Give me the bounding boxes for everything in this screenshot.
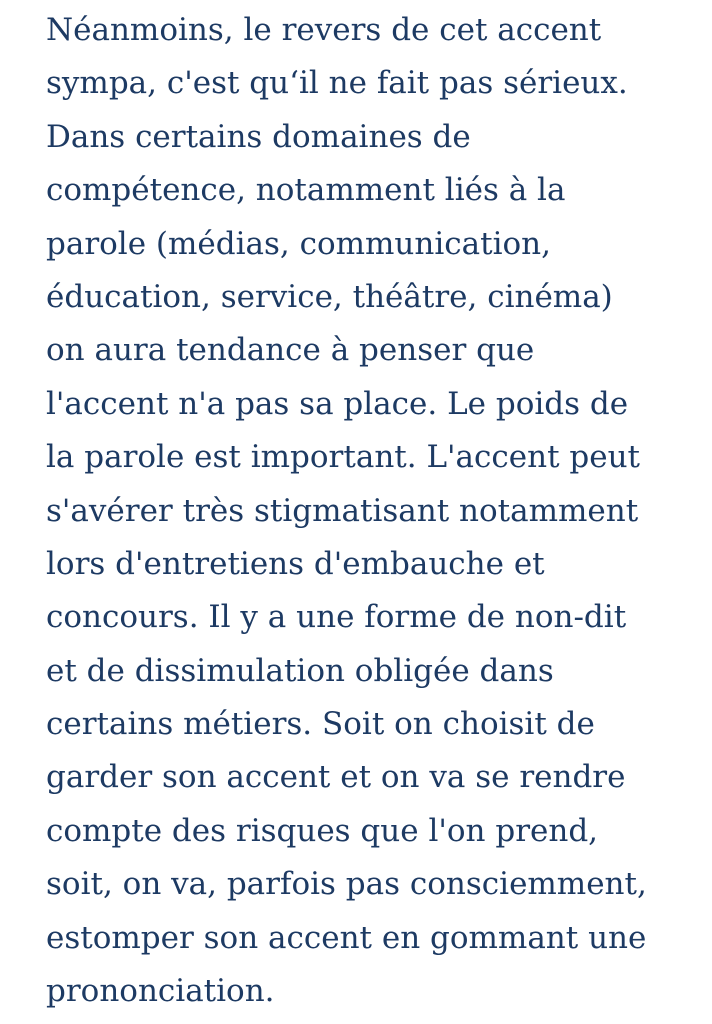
paragraph-line: sympa, c'est qu‘il ne fait pas sérieux. <box>46 65 628 102</box>
paragraph-line: concours. Il y a une forme de non-dit <box>46 599 627 636</box>
paragraph-line: éducation, service, théâtre, cinéma) <box>46 278 613 315</box>
paragraph-line: la parole est important. L'accent peut <box>46 439 640 476</box>
paragraph-line: certains métiers. Soit on choisit de <box>46 706 595 743</box>
paragraph-line: Néanmoins, le revers de cet accent <box>46 12 602 48</box>
paragraph-line: soit, on va, parfois pas consciemment, <box>46 866 647 903</box>
paragraph-line: et de dissimulation obligée dans <box>46 652 554 689</box>
paragraph-line: Dans certains domaines de <box>46 118 471 155</box>
paragraph-line: s'avérer très stigmatisant notamment <box>46 492 639 529</box>
paragraph-line: prononciation. <box>46 973 275 1010</box>
paragraph-line: compétence, notamment liés à la <box>46 172 566 209</box>
paragraph-line: lors d'entretiens d'embauche et <box>46 545 545 582</box>
paragraph-line: garder son accent et on va se rendre <box>46 759 626 796</box>
paragraph-line: parole (médias, communication, <box>46 225 551 262</box>
paragraph-line: compte des risques que l'on prend, <box>46 812 599 849</box>
paragraph-line: on aura tendance à penser que <box>46 332 535 369</box>
article-paragraph <box>46 4 706 1018</box>
paragraph-line: l'accent n'a pas sa place. Le poids de <box>46 385 629 422</box>
paragraph-line: estomper son accent en gommant une <box>46 919 647 956</box>
